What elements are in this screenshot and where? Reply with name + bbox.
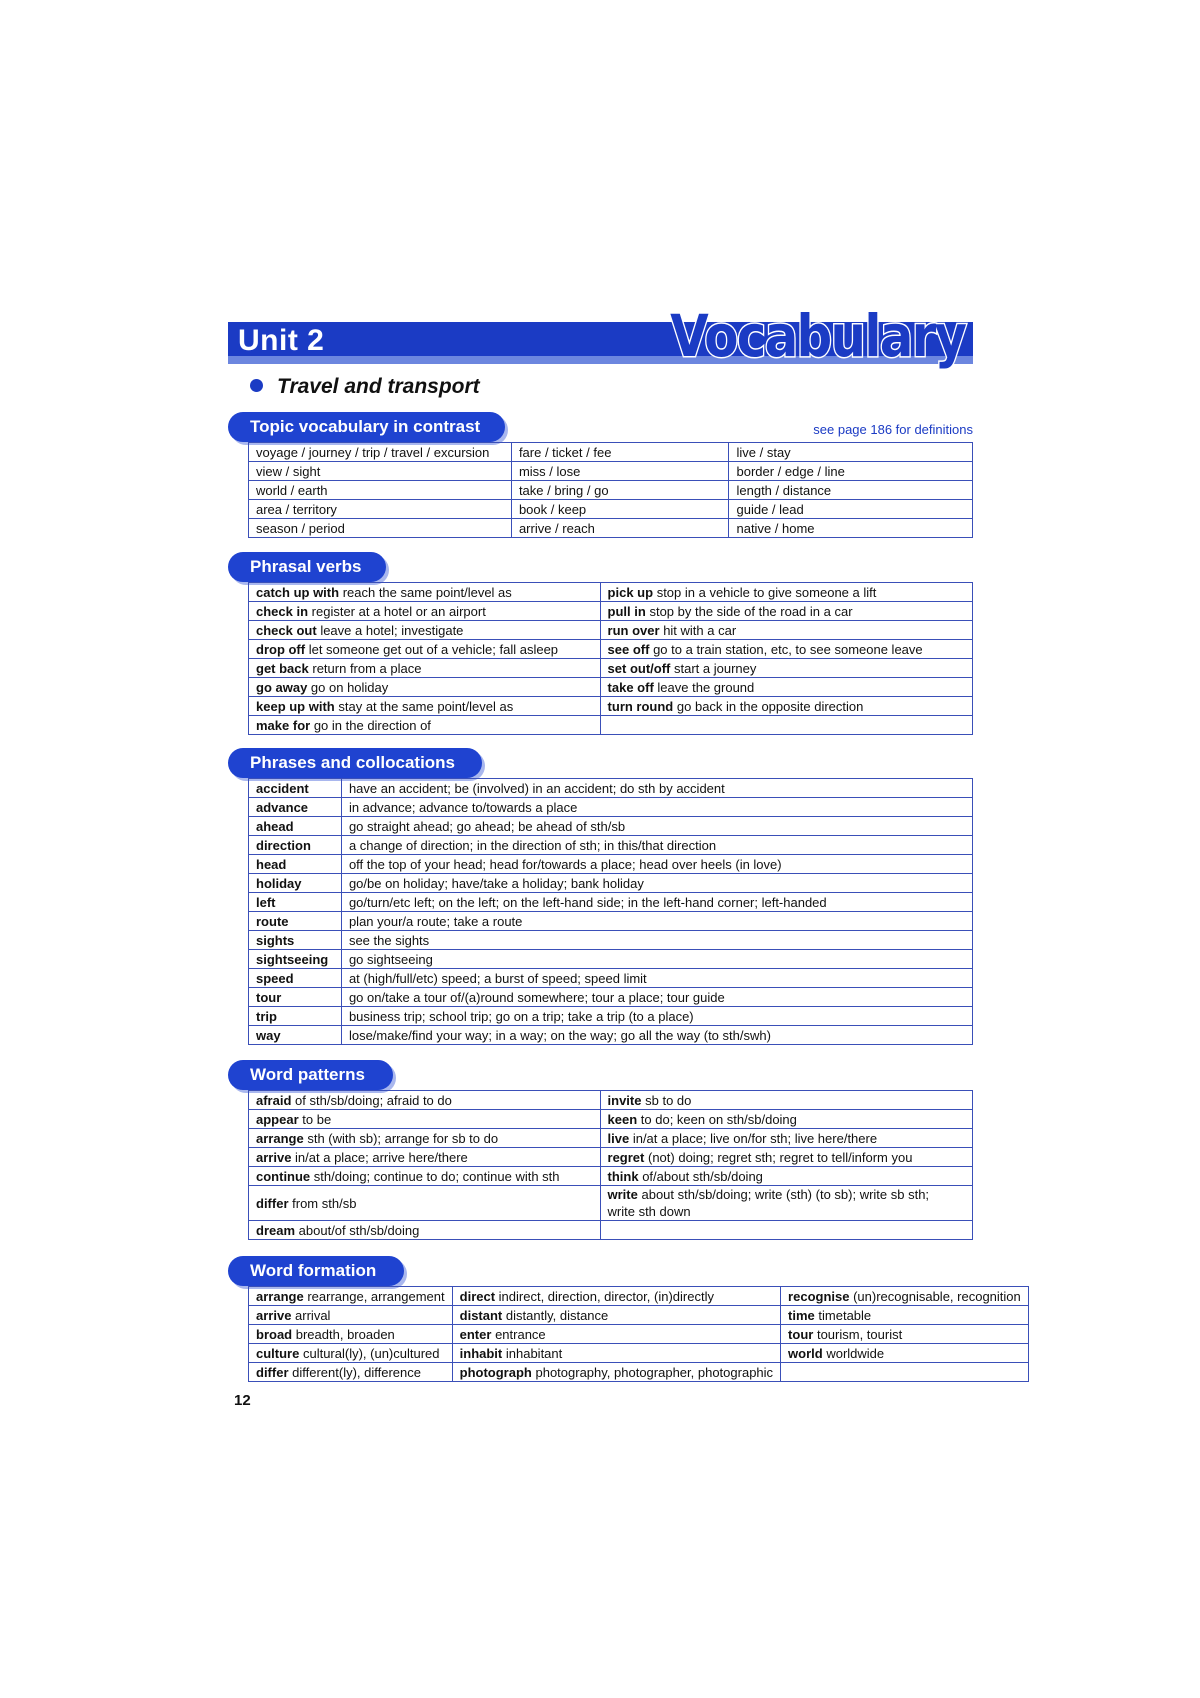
entry-definition: (not) doing; regret sth; regret to tell/inform you [648, 1149, 913, 1165]
table-row [249, 969, 973, 988]
phrasal-verb-entry [249, 602, 601, 621]
collocation-phrases: go on/take a tour of/(a)round somewhere; tour a place; tour guide [341, 988, 972, 1007]
entry-definition: go to a train station, etc, to see someone leave [653, 641, 923, 657]
topic-word-set: season / period [249, 519, 512, 538]
entry-definition: distantly, distance [505, 1307, 609, 1323]
table-row [249, 500, 973, 519]
phrasal-verb-entry [249, 697, 601, 716]
entry-term: regret [607, 1149, 645, 1165]
table-row [249, 1221, 973, 1240]
keyword-text: way [256, 1027, 281, 1043]
phrasal-verb-entry [249, 716, 601, 735]
collocation-keyword [249, 969, 342, 988]
table-row [249, 1129, 973, 1148]
collocation-keyword [249, 836, 342, 855]
entry-definition: return from a place [312, 660, 422, 676]
table-row [249, 1287, 1029, 1306]
topic-word-set: length / distance [729, 481, 973, 500]
entry-term: culture [256, 1345, 300, 1361]
table-row [249, 779, 973, 798]
heading-phrases-collocations: Phrases and collocations [228, 748, 482, 778]
topic-word-set: miss / lose [511, 462, 729, 481]
collocation-keyword [249, 855, 342, 874]
word-formation-entry [249, 1306, 453, 1325]
collocation-phrases: lose/make/find your way; in a way; on the way; go all the way (to sth/swh) [341, 1026, 972, 1045]
entry-term: arrive [256, 1149, 292, 1165]
section-title: Vocabulary [669, 302, 965, 370]
phrasal-verb-entry [600, 659, 972, 678]
table-row [249, 1306, 1029, 1325]
word-pattern-entry [600, 1148, 972, 1167]
entry-definition: inhabitant [505, 1345, 563, 1361]
topic-word-set: area / territory [249, 500, 512, 519]
word-pattern-entry [600, 1091, 972, 1110]
topic-word-set: take / bring / go [511, 481, 729, 500]
collocation-keyword [249, 779, 342, 798]
table-row [249, 1026, 973, 1045]
keyword-text: holiday [256, 875, 302, 891]
word-pattern-entry [249, 1091, 601, 1110]
word-pattern-entry [249, 1221, 601, 1240]
entry-definition: to be [302, 1111, 332, 1127]
topic-word-set: guide / lead [729, 500, 973, 519]
entry-term: live [607, 1130, 630, 1146]
table-row [249, 519, 973, 538]
entry-term: see off [607, 641, 650, 657]
entry-definition: leave a hotel; investigate [320, 622, 464, 638]
entry-definition: in/at a place; live on/for sth; live here/there [632, 1130, 878, 1146]
entry-term: pull in [607, 603, 646, 619]
topic-word-set: view / sight [249, 462, 512, 481]
collocation-keyword [249, 931, 342, 950]
entry-definition: sth/doing; continue to do; continue with sth [313, 1168, 560, 1184]
entry-definition: reach the same point/level as [342, 584, 512, 600]
topic-word-set: live / stay [729, 443, 973, 462]
unit-title: Unit 2 [238, 324, 325, 357]
entry-term: photograph [459, 1364, 532, 1380]
table-row [249, 621, 973, 640]
topic-vocabulary-table [248, 442, 973, 538]
entry-definition: stop by the side of the road in a car [649, 603, 853, 619]
table-row [249, 678, 973, 697]
table-row [249, 1148, 973, 1167]
entry-definition: start a journey [674, 660, 757, 676]
table-row [249, 716, 973, 735]
topic-word-set: native / home [729, 519, 973, 538]
entry-term: catch up with [256, 584, 340, 600]
entry-term: world [788, 1345, 823, 1361]
collocation-keyword [249, 798, 342, 817]
phrasal-verb-entry [600, 640, 972, 659]
entry-definition: different(ly), difference [292, 1364, 421, 1380]
collocation-phrases: go/turn/etc left; on the left; on the left-hand side; in the left-hand corner; left-handed [341, 893, 972, 912]
entry-definition: go in the direction of [313, 717, 431, 733]
heading-word-patterns: Word patterns [228, 1060, 393, 1090]
entry-definition: breadth, broaden [295, 1326, 395, 1342]
word-formation-entry [452, 1287, 780, 1306]
entry-term: pick up [607, 584, 654, 600]
table-row [249, 874, 973, 893]
collocation-phrases: plan your/a route; take a route [341, 912, 972, 931]
keyword-text: speed [256, 970, 294, 986]
topic-word-set: world / earth [249, 481, 512, 500]
entry-term: run over [607, 622, 660, 638]
table-row [249, 659, 973, 678]
entry-term: invite [607, 1092, 642, 1108]
entry-definition: of sth/sb/doing; afraid to do [295, 1092, 452, 1108]
keyword-text: accident [256, 780, 309, 796]
entry-term: turn round [607, 698, 674, 714]
word-pattern-entry [600, 1129, 972, 1148]
entry-term: inhabit [459, 1345, 503, 1361]
entry-term: appear [256, 1111, 299, 1127]
entry-term: distant [459, 1307, 503, 1323]
collocation-phrases: see the sights [341, 931, 972, 950]
entry-definition: rearrange, arrangement [307, 1288, 445, 1304]
table-row [249, 1091, 973, 1110]
entry-definition-cont: write sth down [607, 1204, 691, 1219]
entry-term: direct [459, 1288, 496, 1304]
collocation-phrases: business trip; school trip; go on a trip; take a trip (to a place) [341, 1007, 972, 1026]
table-row [249, 836, 973, 855]
word-formation-table [248, 1286, 1029, 1382]
table-row [249, 1344, 1029, 1363]
table-row [249, 462, 973, 481]
entry-term: write [607, 1187, 638, 1202]
entry-term: keep up with [256, 698, 335, 714]
keyword-text: route [256, 913, 289, 929]
table-row [249, 817, 973, 836]
entry-term: go away [256, 679, 308, 695]
collocation-phrases: a change of direction; in the direction of sth; in this/that direction [341, 836, 972, 855]
word-pattern-entry [249, 1167, 601, 1186]
collocation-keyword [249, 988, 342, 1007]
entry-term: dream [256, 1222, 296, 1238]
word-formation-entry [781, 1363, 1029, 1382]
table-row [249, 931, 973, 950]
collocation-keyword [249, 893, 342, 912]
entry-definition: (un)recognisable, recognition [853, 1288, 1021, 1304]
entry-term: afraid [256, 1092, 292, 1108]
entry-definition: sb to do [645, 1092, 692, 1108]
entry-term: recognise [788, 1288, 850, 1304]
entry-definition: entrance [495, 1326, 546, 1342]
table-row [249, 1363, 1029, 1382]
word-formation-entry [249, 1363, 453, 1382]
word-formation-entry [249, 1344, 453, 1363]
entry-definition: cultural(ly), (un)cultured [302, 1345, 440, 1361]
entry-definition: let someone get out of a vehicle; fall asleep [308, 641, 559, 657]
keyword-text: sights [256, 932, 295, 948]
word-formation-entry [452, 1325, 780, 1344]
collocation-phrases: go sightseeing [341, 950, 972, 969]
phrasal-verbs-table [248, 582, 973, 735]
table-row [249, 950, 973, 969]
table-row [249, 855, 973, 874]
phrasal-verb-entry [600, 602, 972, 621]
word-formation-entry [452, 1306, 780, 1325]
entry-term: get back [256, 660, 309, 676]
phrasal-verb-entry [249, 659, 601, 678]
word-pattern-entry [249, 1129, 601, 1148]
collocation-phrases: in advance; advance to/towards a place [341, 798, 972, 817]
topic-word-set: book / keep [511, 500, 729, 519]
entry-term: broad [256, 1326, 293, 1342]
keyword-text: direction [256, 837, 311, 853]
word-formation-entry [781, 1344, 1029, 1363]
table-row [249, 1110, 973, 1129]
table-row [249, 583, 973, 602]
keyword-text: tour [256, 989, 282, 1005]
table-row [249, 1167, 973, 1186]
entry-term: make for [256, 717, 311, 733]
collocation-phrases: off the top of your head; head for/towards a place; head over heels (in love) [341, 855, 972, 874]
entry-definition: hit with a car [663, 622, 737, 638]
table-row [249, 893, 973, 912]
entry-term: arrange [256, 1288, 304, 1304]
word-pattern-entry [600, 1221, 972, 1240]
entry-definition: stay at the same point/level as [338, 698, 514, 714]
entry-definition: stop in a vehicle to give someone a lift [656, 584, 877, 600]
entry-definition: to do; keen on sth/sb/doing [640, 1111, 797, 1127]
entry-term: continue [256, 1168, 311, 1184]
collocation-keyword [249, 1007, 342, 1026]
table-row [249, 1007, 973, 1026]
table-row [249, 640, 973, 659]
phrases-collocations-table [248, 778, 973, 1045]
phrasal-verb-entry [600, 583, 972, 602]
entry-term: drop off [256, 641, 306, 657]
word-formation-entry [452, 1344, 780, 1363]
entry-term: time [788, 1307, 815, 1323]
entry-term: enter [459, 1326, 492, 1342]
phrasal-verb-entry [249, 583, 601, 602]
topic-word-set: border / edge / line [729, 462, 973, 481]
keyword-text: trip [256, 1008, 277, 1024]
entry-term: differ [256, 1195, 289, 1211]
table-row [249, 1325, 1029, 1344]
heading-topic-vocabulary: Topic vocabulary in contrast [228, 412, 505, 442]
unit-banner [228, 302, 973, 370]
keyword-text: ahead [256, 818, 294, 834]
table-row [249, 798, 973, 817]
entry-definition: indirect, direction, director, (in)directly [498, 1288, 714, 1304]
entry-definition: leave the ground [657, 679, 755, 695]
entry-definition: tourism, tourist [816, 1326, 903, 1342]
phrasal-verb-entry [600, 697, 972, 716]
entry-term: arrive [256, 1307, 292, 1323]
entry-term: differ [256, 1364, 289, 1380]
bullet-icon [250, 379, 263, 392]
page-number: 12 [234, 1392, 251, 1409]
word-pattern-entry [600, 1110, 972, 1129]
topic-word-set: arrive / reach [511, 519, 729, 538]
phrasal-verb-entry [249, 621, 601, 640]
word-formation-entry [781, 1325, 1029, 1344]
entry-term: think [607, 1168, 639, 1184]
word-formation-entry [249, 1287, 453, 1306]
collocation-phrases: at (high/full/etc) speed; a burst of speed; speed limit [341, 969, 972, 988]
collocation-phrases: go/be on holiday; have/take a holiday; bank holiday [341, 874, 972, 893]
entry-term: keen [607, 1111, 638, 1127]
word-pattern-entry [249, 1110, 601, 1129]
collocation-phrases: have an accident; be (involved) in an accident; do sth by accident [341, 779, 972, 798]
word-patterns-table [248, 1090, 973, 1240]
table-row [249, 1186, 973, 1221]
word-formation-entry [781, 1306, 1029, 1325]
page-subtitle [250, 375, 480, 399]
entry-definition: photography, photographer, photographic [535, 1364, 774, 1380]
word-pattern-entry [600, 1167, 972, 1186]
table-row [249, 912, 973, 931]
table-row [249, 443, 973, 462]
entry-definition: arrival [295, 1307, 331, 1323]
entry-definition: of/about sth/sb/doing [642, 1168, 763, 1184]
subtitle-text: Travel and transport [277, 375, 480, 398]
definitions-note: see page 186 for definitions [813, 422, 973, 437]
phrasal-verb-entry [249, 640, 601, 659]
entry-definition: go back in the opposite direction [676, 698, 864, 714]
entry-definition: from sth/sb [292, 1195, 357, 1211]
entry-term: check out [256, 622, 317, 638]
entry-term: take off [607, 679, 654, 695]
entry-definition: worldwide [826, 1345, 885, 1361]
collocation-phrases: go straight ahead; go ahead; be ahead of sth/sb [341, 817, 972, 836]
entry-definition: go on holiday [310, 679, 389, 695]
table-row [249, 988, 973, 1007]
topic-word-set: fare / ticket / fee [511, 443, 729, 462]
table-row [249, 481, 973, 500]
word-pattern-entry [600, 1186, 972, 1221]
keyword-text: left [256, 894, 276, 910]
entry-definition: register at a hotel or an airport [311, 603, 486, 619]
collocation-keyword [249, 817, 342, 836]
entry-definition: sth (with sb); arrange for sb to do [307, 1130, 499, 1146]
collocation-keyword [249, 950, 342, 969]
entry-definition: about sth/sb/doing; write (sth) (to sb); write sb sth; [641, 1187, 930, 1202]
word-formation-entry [452, 1363, 780, 1382]
entry-term: tour [788, 1326, 814, 1342]
word-formation-entry [249, 1325, 453, 1344]
table-row [249, 602, 973, 621]
word-pattern-entry [249, 1186, 601, 1221]
collocation-keyword [249, 1026, 342, 1045]
word-pattern-entry [249, 1148, 601, 1167]
heading-phrasal-verbs: Phrasal verbs [228, 552, 386, 582]
heading-word-formation: Word formation [228, 1256, 404, 1286]
topic-word-set: voyage / journey / trip / travel / excursion [249, 443, 512, 462]
keyword-text: sightseeing [256, 951, 329, 967]
phrasal-verb-entry [249, 678, 601, 697]
table-row [249, 697, 973, 716]
phrasal-verb-entry [600, 678, 972, 697]
entry-term: set out/off [607, 660, 671, 676]
entry-definition: timetable [818, 1307, 872, 1323]
entry-term: arrange [256, 1130, 304, 1146]
entry-definition: in/at a place; arrive here/there [295, 1149, 468, 1165]
keyword-text: head [256, 856, 287, 872]
entry-term: check in [256, 603, 309, 619]
collocation-keyword [249, 912, 342, 931]
collocation-keyword [249, 874, 342, 893]
phrasal-verb-entry [600, 716, 972, 735]
entry-definition: about/of sth/sb/doing [298, 1222, 420, 1238]
keyword-text: advance [256, 799, 309, 815]
phrasal-verb-entry [600, 621, 972, 640]
word-formation-entry [781, 1287, 1029, 1306]
